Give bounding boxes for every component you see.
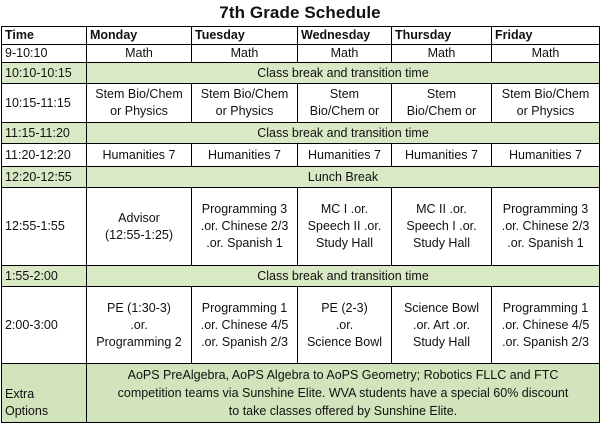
class-cell-line: .or. Chinese 2/3 — [200, 219, 289, 233]
class-cell-line: or Physics — [110, 104, 168, 118]
class-cell-friday — [492, 287, 600, 364]
class-row — [2, 287, 600, 364]
class-cell-line: .or. Chinese 2/3 — [501, 219, 590, 233]
class-cell-line: Speech II .or. — [307, 219, 382, 233]
class-cell-line: .or. Spanish 1 — [507, 236, 584, 250]
class-cell-line: Study Hall — [413, 236, 470, 250]
class-cell-wednesday — [298, 287, 392, 364]
class-cell-line: .or. Spanish 1 — [206, 236, 283, 250]
class-row — [2, 188, 600, 266]
schedule-table — [1, 26, 600, 423]
class-cell-line: PE (2-3) — [321, 300, 368, 315]
break-row — [2, 63, 600, 84]
class-cell-monday — [87, 84, 192, 123]
class-cell-friday — [492, 84, 600, 123]
class-cell-wednesday — [298, 188, 392, 266]
class-cell-line: Advisor — [118, 210, 160, 225]
break-row — [2, 266, 600, 287]
class-cell-line: .or. — [130, 317, 148, 332]
extra-text-line: to take classes offered by Sunshine Elite. — [228, 404, 458, 418]
class-cell-thursday — [392, 188, 492, 266]
time-cell: 9-10:10 — [2, 45, 87, 63]
page-title: 7th Grade Schedule — [219, 3, 381, 22]
class-cell-line: Stem Bio/Chem — [95, 87, 183, 101]
class-cell-line: Bio/Chem or — [309, 104, 380, 118]
class-cell-line: or Physics — [516, 104, 575, 118]
time-cell: 1:55-2:00 — [2, 266, 87, 287]
extra-label-line: Extra — [5, 387, 35, 401]
class-cell-tuesday: Humanities 7 — [192, 144, 298, 167]
class-cell-line: Programming 3 — [502, 202, 589, 216]
class-cell-line: Stem Bio/Chem — [200, 87, 289, 101]
class-cell-line: .or. Spanish 2/3 — [502, 334, 589, 349]
class-cell-line: MC II .or. — [416, 202, 467, 216]
time-cell: 10:15-11:15 — [2, 84, 87, 123]
class-cell-tuesday — [192, 84, 298, 123]
extra-text-line: competition teams via Sunshine Elite. WVA students have a special 60% discount — [117, 386, 569, 400]
header-tuesday: Tuesday — [192, 27, 298, 45]
class-cell-thursday: Humanities 7 — [392, 144, 492, 167]
class-cell-line: .or. Chinese 4/5 — [501, 317, 590, 332]
class-cell-line: Speech I .or. — [406, 219, 477, 233]
class-row — [2, 144, 600, 167]
header-row — [2, 27, 600, 45]
time-cell: 11:20-12:20 — [2, 144, 87, 167]
class-cell-line: .or. Art .or. — [413, 317, 470, 332]
class-cell-line: .or. — [335, 317, 354, 332]
extra-options-text — [87, 364, 600, 423]
class-cell-line: Programming 1 — [201, 300, 288, 315]
time-cell: 2:00-3:00 — [2, 287, 87, 364]
class-cell-line: Programming 2 — [96, 334, 182, 349]
class-cell-line: Programming 1 — [502, 300, 589, 315]
class-cell-friday: Math — [492, 45, 600, 63]
class-cell-line: .or. Chinese 4/5 — [200, 317, 289, 332]
class-cell-monday: Math — [87, 45, 192, 63]
class-cell-thursday — [392, 84, 492, 123]
schedule-body — [2, 45, 600, 364]
class-cell-thursday: Math — [392, 45, 492, 63]
class-cell-line: .or. Spanish 2/3 — [201, 334, 288, 349]
break-cell: Class break and transition time — [87, 123, 600, 144]
header-time: Time — [2, 27, 87, 45]
break-row — [2, 167, 600, 188]
class-cell-thursday — [392, 287, 492, 364]
extra-text-line: AoPS PreAlgebra, AoPS Algebra to AoPS Geometry; Robotics FLLC and FTC — [127, 368, 559, 382]
class-cell-tuesday: Math — [192, 45, 298, 63]
extra-options-row — [2, 364, 600, 423]
class-cell-tuesday — [192, 287, 298, 364]
class-cell-line: PE (1:30-3) — [107, 300, 171, 315]
extra-label-line: Options — [5, 404, 49, 418]
class-cell-friday — [492, 188, 600, 266]
time-cell: 10:10-10:15 — [2, 63, 87, 84]
class-cell-friday: Humanities 7 — [492, 144, 600, 167]
class-cell-wednesday — [298, 84, 392, 123]
time-cell: 12:55-1:55 — [2, 188, 87, 266]
break-cell: Class break and transition time — [87, 266, 600, 287]
class-cell-line: Stem Bio/Chem — [501, 87, 590, 101]
class-row — [2, 45, 600, 63]
class-cell-line: Study Hall — [413, 334, 470, 349]
extra-options-label — [2, 364, 87, 423]
class-cell-line: Study Hall — [316, 236, 373, 250]
class-cell-tuesday — [192, 188, 298, 266]
header-thursday: Thursday — [392, 27, 492, 45]
break-row — [2, 123, 600, 144]
class-cell-line: Science Bowl — [403, 300, 480, 315]
class-cell-line: MC I .or. — [320, 202, 369, 216]
class-cell-line: Bio/Chem or — [406, 104, 477, 118]
class-cell-line: Programming 3 — [201, 202, 288, 216]
break-cell: Class break and transition time — [87, 63, 600, 84]
class-cell-monday: Humanities 7 — [87, 144, 192, 167]
time-cell: 12:20-12:55 — [2, 167, 87, 188]
class-cell-line: (12:55-1:25) — [104, 227, 174, 242]
class-cell-line: Stem — [426, 87, 457, 101]
time-cell: 11:15-11:20 — [2, 123, 87, 144]
header-friday: Friday — [492, 27, 600, 45]
class-row — [2, 84, 600, 123]
class-cell-monday — [87, 188, 192, 266]
header-monday: Monday — [87, 27, 192, 45]
class-cell-line: Science Bowl — [306, 334, 383, 349]
class-cell-line: or Physics — [215, 104, 274, 118]
class-cell-line: Stem — [329, 87, 360, 101]
class-cell-monday — [87, 287, 192, 364]
break-cell: Lunch Break — [87, 167, 600, 188]
header-wednesday: Wednesday — [298, 27, 392, 45]
class-cell-wednesday: Math — [298, 45, 392, 63]
class-cell-wednesday: Humanities 7 — [298, 144, 392, 167]
